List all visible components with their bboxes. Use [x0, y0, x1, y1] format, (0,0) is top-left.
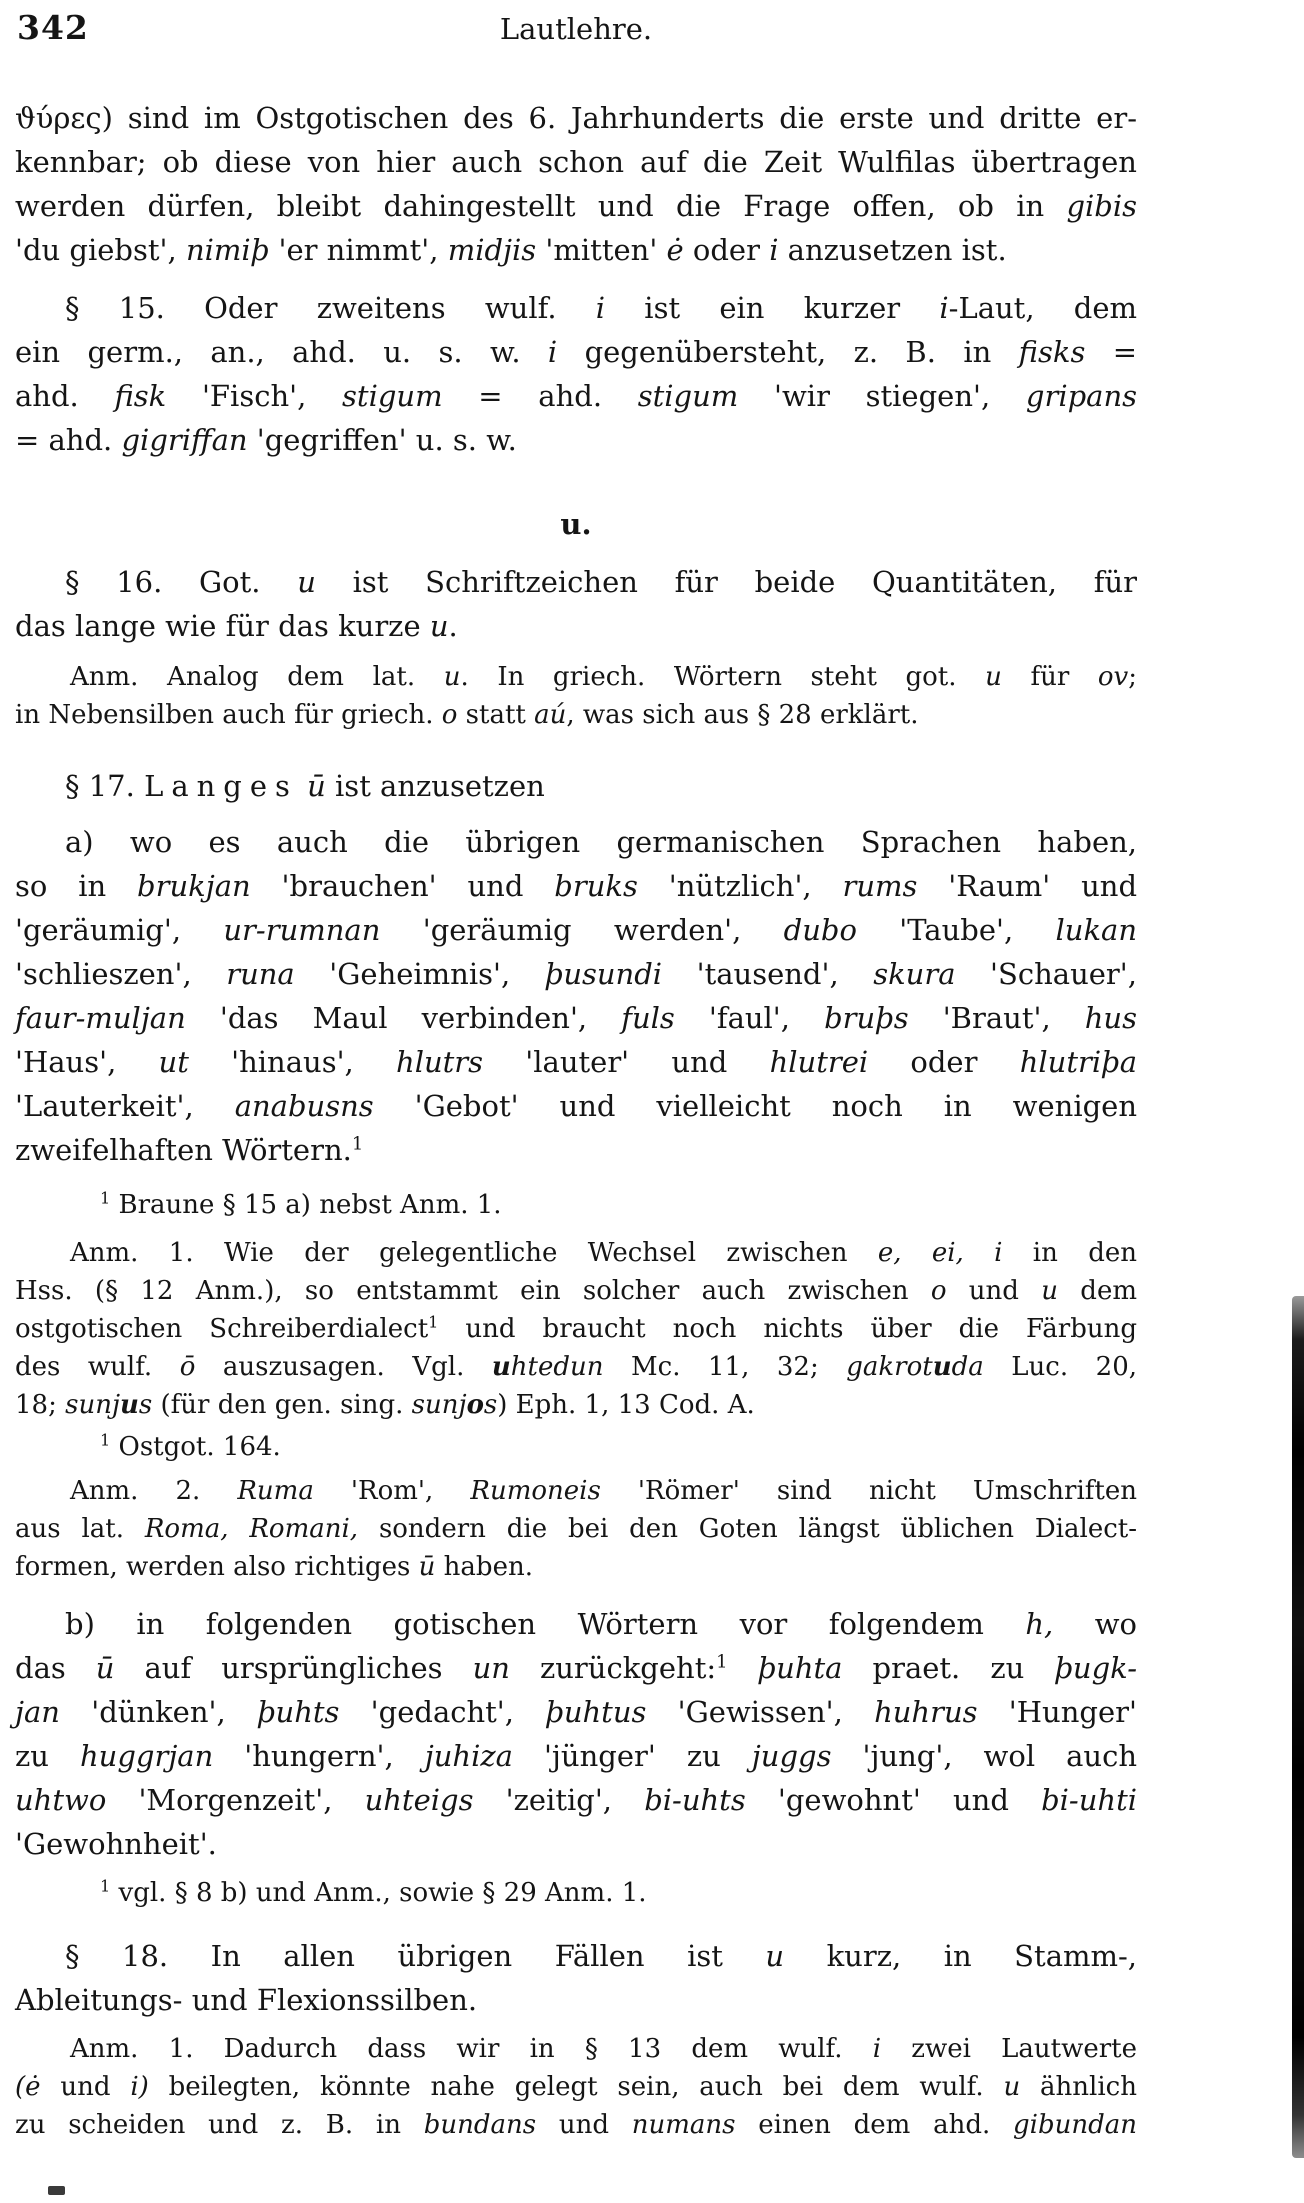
text-line: a) wo es auch die übrigen germanischen Sprachen haben, — [65, 825, 1137, 859]
text-line: = ahd. gigriffan 'gegriffen' u. s. w. — [15, 423, 517, 457]
text-line: § 15. Oder zweitens wulf. i ist ein kurzer i-Laut, dem — [65, 291, 1137, 325]
text-line: aus lat. Roma, Romani, sondern die bei den Goten längst üblichen Dialect- — [15, 1514, 1137, 1544]
text-line: ϑύρες) sind im Ostgotischen des 6. Jahrhunderts die erste und dritte er- — [15, 101, 1137, 135]
anm-1-section-18 — [15, 2030, 1137, 2144]
anm-section-16 — [15, 658, 1137, 734]
text-line: so in brukjan 'brauchen' und bruks 'nützlich', rums 'Raum' und — [15, 869, 1138, 903]
text-line: § 16. Got. u ist Schriftzeichen für beide Quantitäten, für — [65, 565, 1137, 599]
para-section-17 — [15, 764, 1137, 808]
text-line: in Nebensilben auch für griech. o statt aú, was sich aus § 28 erklärt. — [15, 700, 919, 730]
scan-artifact — [1292, 1296, 1304, 2158]
footnote-vgl — [15, 1874, 1137, 1912]
para-17b — [15, 1602, 1137, 1866]
text-line: zu scheiden und z. B. in bundans und numans einen dem ahd. gibundan — [15, 2110, 1137, 2140]
text-line: u. — [560, 507, 592, 541]
footnote-braune — [15, 1186, 1137, 1224]
text-line: ein germ., an., ahd. u. s. w. i gegenübersteht, z. B. in fisks = — [15, 335, 1137, 369]
text-body — [15, 96, 1137, 2144]
text-line: uhtwo 'Morgenzeit', uhteigs 'zeitig', bi-uhts 'gewohnt' und bi-uhti — [15, 1783, 1138, 1817]
anm-1-section-17 — [15, 1234, 1137, 1424]
para-17a — [15, 820, 1137, 1172]
text-line: das ū auf ursprüngliches un zurückgeht:$^1$ þuhta praet. zu þugk- — [15, 1651, 1137, 1685]
text-line: werden dürfen, bleibt dahingestellt und die Frage offen, ob in gibis — [15, 189, 1137, 223]
running-title: Lautlehre. — [499, 12, 653, 46]
text-line: Anm. Analog dem lat. u. In griech. Wörtern steht got. u für ov; — [70, 662, 1137, 692]
page-number: 342 — [17, 8, 89, 47]
heading-u — [15, 502, 1137, 546]
page-header — [15, 8, 1137, 54]
text-line: 'Lauterkeit', anabusns 'Gebot' und vielleicht noch in wenigen — [15, 1089, 1138, 1123]
anm-2-section-17 — [15, 1472, 1137, 1586]
text-line: b) in folgenden gotischen Wörtern vor folgendem h, wo — [65, 1607, 1137, 1641]
text-line: Ableitungs- und Flexionssilben. — [15, 1983, 478, 2017]
scan-smudge — [48, 2186, 65, 2195]
text-line: Anm. 1. Wie der gelegentliche Wechsel zwischen e, ei, i in den — [70, 1238, 1137, 1268]
text-line: zu huggrjan 'hungern', juhiza 'jünger' zu juggs 'jung', wol auch — [15, 1739, 1137, 1773]
text-line: 'Haus', ut 'hinaus', hlutrs 'lauter' und hlutrei oder hlutriþa — [15, 1045, 1137, 1079]
text-line: § 17. Langes ū ist anzusetzen — [65, 769, 545, 803]
text-line: zweifelhaften Wörtern.$^1$ — [15, 1133, 364, 1167]
text-line: Hss. (§ 12 Anm.), so entstammt ein solcher auch zwischen o und u dem — [15, 1276, 1137, 1306]
text-line: Anm. 2. Ruma 'Rom', Rumoneis 'Römer' sind nicht Umschriften — [70, 1476, 1137, 1506]
text-line: das lange wie für das kurze u. — [15, 609, 458, 643]
text-line: Anm. 1. Dadurch dass wir in § 13 dem wulf. i zwei Lautwerte — [70, 2034, 1137, 2064]
text-column — [15, 8, 1137, 2144]
text-line: ostgotischen Schreiberdialect$^1$ und braucht noch nichts über die Färbung — [15, 1312, 1137, 1344]
text-line: 'Gewohnheit'. — [15, 1827, 217, 1861]
para-section-18 — [15, 1934, 1137, 2022]
text-line: 'geräumig', ur-rumnan 'geräumig werden', dubo 'Taube', lukan — [15, 913, 1137, 947]
para-section-15 — [15, 286, 1137, 462]
text-line: 'du giebst', nimiþ 'er nimmt', midjis 'mitten' ė oder i anzusetzen ist. — [15, 233, 1007, 267]
text-line: $^1$ Braune § 15 a) nebst Anm. 1. — [100, 1188, 502, 1220]
text-line: § 18. In allen übrigen Fällen ist u kurz, in Stamm-, — [65, 1939, 1137, 1973]
text-line: 18; sunjus (für den gen. sing. sunjos) Eph. 1, 13 Cod. A. — [15, 1390, 755, 1420]
text-line: $^1$ Ostgot. 164. — [100, 1430, 281, 1462]
footnote-ostgot — [15, 1428, 1137, 1466]
para-continuation — [15, 96, 1137, 272]
text-line: (ė und i) beilegten, könnte nahe gelegt sein, auch bei dem wulf. u ähnlich — [15, 2072, 1137, 2102]
text-line: formen, werden also richtiges ū haben. — [15, 1552, 533, 1582]
text-line: 'schlieszen', runa 'Geheimnis', þusundi 'tausend', skura 'Schauer', — [15, 957, 1137, 991]
text-line: ahd. fisk 'Fisch', stigum = ahd. stigum 'wir stiegen', gripans — [15, 379, 1138, 413]
text-line: des wulf. ō auszusagen. Vgl. uhtedun Mc. 11, 32; gakrotuda Luc. 20, — [15, 1352, 1138, 1382]
text-line: faur-muljan 'das Maul verbinden', fuls 'faul', bruþs 'Braut', hus — [15, 1001, 1137, 1035]
para-section-16 — [15, 560, 1137, 648]
text-line: jan 'dünken', þuhts 'gedacht', þuhtus 'Gewissen', huhrus 'Hunger' — [15, 1695, 1137, 1729]
text-line: $^1$ vgl. § 8 b) und Anm., sowie § 29 Anm. 1. — [100, 1876, 647, 1908]
text-line: kennbar; ob diese von hier auch schon auf die Zeit Wulfilas übertragen — [15, 145, 1137, 179]
